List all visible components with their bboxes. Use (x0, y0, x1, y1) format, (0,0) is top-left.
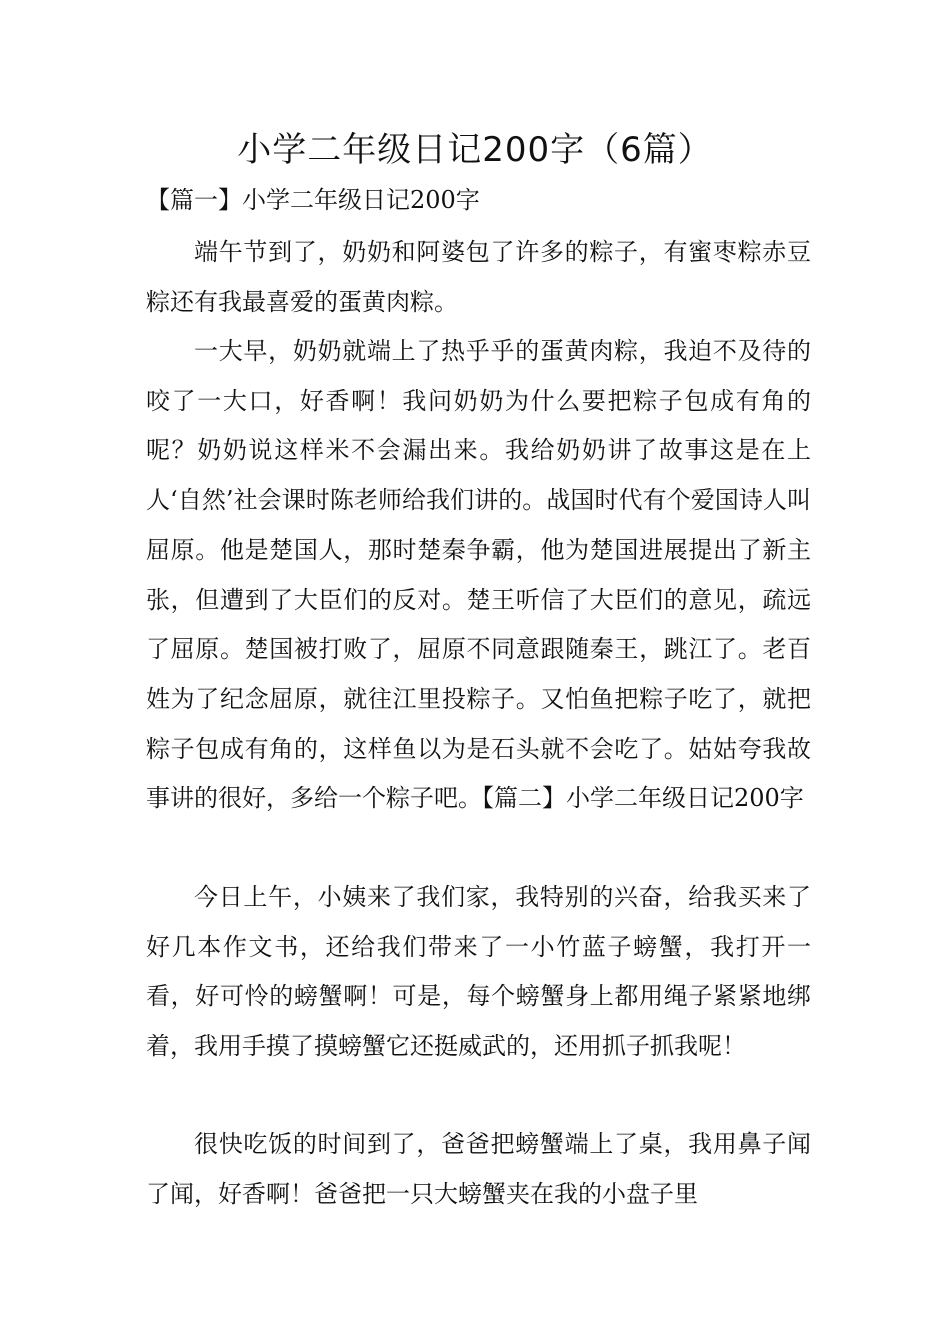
section-heading-one: 【篇一】小学二年级日记200字 (146, 186, 480, 214)
paragraph-4: 很快吃饭的时间到了，爸爸把螃蟹端上了桌，我用鼻子闻了闻，好香啊！爸爸把一只大螃蟹夹在我的小盘子里 (146, 1130, 811, 1208)
paragraph-3: 今日上午，小姨来了我们家，我特别的兴奋，给我买来了好几本作文书，还给我们带来了一小竹蓝子螃蟹，我打开一看，好可怜的螃蟹啊！可是，每个螃蟹身上都用绳子紧紧地绑着，我用手摸了摸螃蟹它还挺威武的，还用抓子抓我呢！ (146, 883, 811, 1061)
document-title: 小学二年级日记200字（6篇） (237, 130, 713, 170)
paragraph-2-text: 一大早，奶奶就端上了热乎乎的蛋黄肉粽，我迫不及待的咬了一大口，好香啊！我问奶奶为什么要把粽子包成有角的呢？奶奶说这样米不会漏出来。我给奶奶讲了故事这是在上人‘自然’社会课时陈老师给我们讲的。战国时代有个爱国诗人叫屈原。他是楚国人，那时楚秦争霸，他为楚国进展提出了新主张，但遭到了大臣们的反对。楚王听信了大臣们的意见，疏远了屈原。楚国被打败了，屈原不同意跟随秦王，跳江了。老百姓为了纪念屈原，就往江里投粽子。又怕鱼把粽子吃了，就把粽子包成有角的，这样鱼以为是石头就不会吃了。姑姑夸我故事讲的很好，多给一个粽子吧。 (146, 337, 811, 813)
paragraph-2 (146, 327, 811, 824)
paragraph-1: 端午节到了，奶奶和阿婆包了许多的粽子，有蜜枣粽赤豆粽还有我最喜爱的蛋黄肉粽。 (146, 238, 811, 316)
section-heading-two: 【篇二】小学二年级日记200字 (482, 784, 804, 813)
